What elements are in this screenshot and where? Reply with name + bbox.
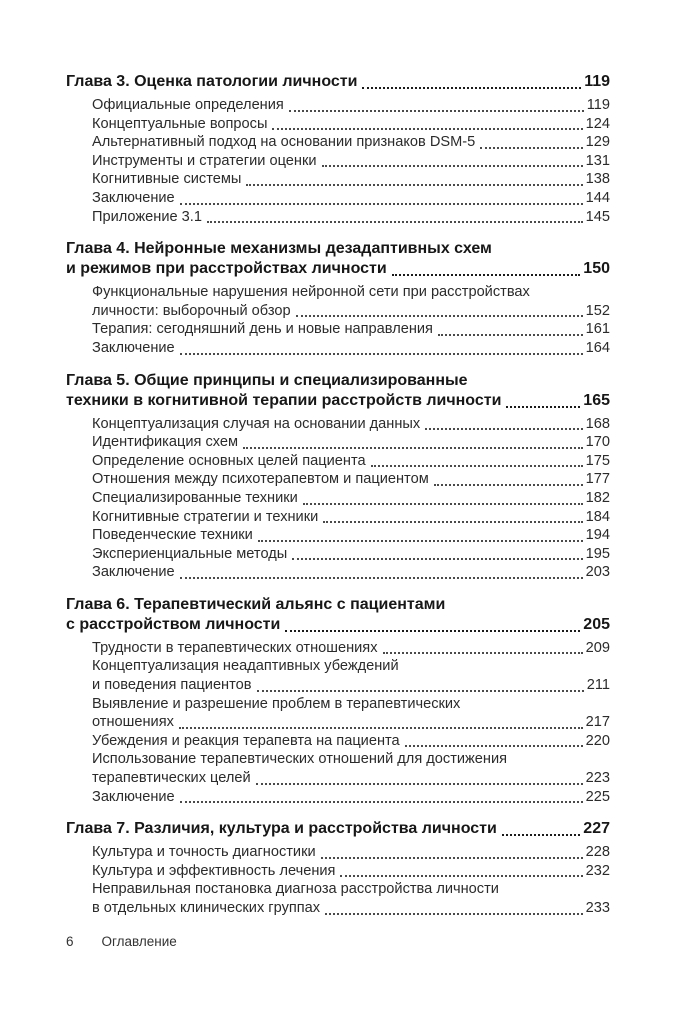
entry-line <box>92 152 610 171</box>
dot-leader <box>180 353 583 355</box>
toc-entry <box>92 189 610 208</box>
toc-entry <box>92 115 610 134</box>
toc-entry <box>92 452 610 471</box>
dot-leader <box>502 834 580 836</box>
dot-leader <box>322 165 583 167</box>
page-number: 175 <box>585 452 610 469</box>
toc-entry <box>92 639 610 658</box>
entry-label: Концептуальные вопросы <box>92 115 268 132</box>
entry-label: Заключение <box>92 564 175 581</box>
dot-leader <box>179 727 583 729</box>
entry-label: Выявление и разрешение проблем в терапевтических <box>92 695 461 712</box>
entry-label: Заключение <box>92 189 175 206</box>
entry-line <box>92 732 610 751</box>
toc-entry <box>92 526 610 545</box>
page-number: 145 <box>585 208 610 225</box>
entry-line <box>92 170 610 189</box>
page-number: 194 <box>585 527 610 544</box>
page-number: 177 <box>585 471 610 488</box>
page-number: 232 <box>585 862 610 879</box>
page-number: 217 <box>585 714 610 731</box>
entry-line <box>92 115 610 134</box>
entry-line <box>92 713 610 732</box>
chapter-heading <box>66 595 610 635</box>
entry-line <box>92 545 610 564</box>
toc-entry <box>92 470 610 489</box>
page-number: 131 <box>585 152 610 169</box>
chapter-title-text: Глава 3. Оценка патологии личности <box>66 73 358 90</box>
toc-entry <box>92 750 610 787</box>
chapter-heading-line <box>66 819 610 839</box>
entry-line <box>92 283 610 302</box>
entry-line <box>92 470 610 489</box>
entry-label: Культура и эффективность лечения <box>92 862 336 879</box>
toc-section <box>66 371 610 582</box>
entry-line <box>92 899 610 918</box>
chapter-heading-line <box>66 615 610 635</box>
toc-entry <box>92 880 610 917</box>
toc-entry <box>92 152 610 171</box>
chapter-heading-line <box>66 259 610 279</box>
page-number: 119 <box>586 97 610 113</box>
dot-leader <box>480 147 582 149</box>
chapter-title-text: и режимов при расстройствах личности <box>66 260 387 278</box>
page-number: 119 <box>584 73 610 90</box>
entry-label: Использование терапевтических отношений для достижения <box>92 751 508 768</box>
entry-line <box>92 788 610 807</box>
dot-leader <box>371 465 583 467</box>
page-number: 225 <box>585 788 610 805</box>
entry-line <box>92 133 610 152</box>
footer-section-label: Оглавление <box>101 934 177 949</box>
dot-leader <box>303 503 583 505</box>
toc-section <box>66 239 610 357</box>
dot-leader <box>434 484 583 486</box>
entry-line <box>92 750 610 769</box>
toc-entry <box>92 170 610 189</box>
entry-line <box>92 208 610 227</box>
chapter-title-text: Глава 6. Терапевтический альянс с пациентами <box>66 595 446 613</box>
toc-section <box>66 72 610 226</box>
entry-line <box>92 862 610 881</box>
dot-leader <box>425 428 582 430</box>
page-number: 184 <box>585 508 610 525</box>
entry-label: и поведения пациентов <box>92 677 252 694</box>
chapter-title-text: Глава 4. Нейронные механизмы дезадаптивных схем <box>66 240 492 258</box>
toc-entry <box>92 96 610 115</box>
page-number: 203 <box>585 564 610 581</box>
chapter-title-text: Глава 7. Различия, культура и расстройства личности <box>66 820 497 838</box>
dot-leader <box>323 521 582 523</box>
toc-entry <box>92 657 610 694</box>
entry-label: Идентификация схем <box>92 434 239 451</box>
entry-label: Определение основных целей пациента <box>92 452 366 469</box>
entry-line <box>92 563 610 582</box>
toc-entry <box>92 732 610 751</box>
page-number: 138 <box>585 171 610 188</box>
dot-leader <box>292 558 582 560</box>
entry-line <box>92 415 610 434</box>
entry-label: Убеждения и реакция терапевта на пациента <box>92 732 400 749</box>
page-number: 129 <box>585 134 610 151</box>
entry-line <box>92 639 610 658</box>
toc-entry <box>92 862 610 881</box>
page-number: 165 <box>583 391 610 409</box>
dot-leader <box>243 447 583 449</box>
toc-entry <box>92 843 610 862</box>
entry-label: Официальные определения <box>92 97 284 113</box>
entry-line <box>92 320 610 339</box>
entry-label: Концептуализация неадаптивных убеждений <box>92 658 399 675</box>
entry-line <box>92 508 610 527</box>
entry-label: Заключение <box>92 339 175 356</box>
entry-label: в отдельных клинических группах <box>92 900 321 916</box>
dot-leader <box>392 274 581 276</box>
toc-entry <box>92 283 610 320</box>
entry-label: Инструменты и стратегии оценки <box>92 152 317 169</box>
dot-leader <box>325 913 583 915</box>
entry-line <box>92 657 610 676</box>
dot-leader <box>180 801 583 803</box>
chapter-heading-line <box>66 239 610 259</box>
page-number: 228 <box>585 844 610 861</box>
page-number: 144 <box>585 189 610 206</box>
entry-label: терапевтических целей <box>92 770 251 787</box>
toc-entry <box>92 320 610 339</box>
entry-label: Отношения между психотерапевтом и пациентом <box>92 471 429 488</box>
chapter-heading-line <box>66 595 610 615</box>
entry-line <box>92 452 610 471</box>
dot-leader <box>321 857 583 859</box>
entry-label: Заключение <box>92 788 175 805</box>
entry-line <box>92 769 610 788</box>
dot-leader <box>438 334 583 336</box>
entry-label: Когнитивные системы <box>92 171 242 188</box>
dot-leader <box>362 87 581 89</box>
dot-leader <box>257 690 584 692</box>
entry-label: Специализированные техники <box>92 489 298 506</box>
chapter-title-text: с расстройством личности <box>66 615 281 633</box>
dot-leader <box>258 540 583 542</box>
toc-section <box>66 595 610 806</box>
entry-line <box>92 843 610 862</box>
entry-line <box>92 695 610 714</box>
toc-entry <box>92 788 610 807</box>
toc-entry <box>92 415 610 434</box>
entry-line <box>92 526 610 545</box>
entry-line <box>92 433 610 452</box>
chapter-heading <box>66 72 610 92</box>
entry-label: Неправильная постановка диагноза расстройства личности <box>92 881 499 898</box>
dot-leader <box>405 745 583 747</box>
entry-line <box>92 96 610 115</box>
page-number: 161 <box>585 321 610 338</box>
page-number: 195 <box>585 545 610 562</box>
entry-line <box>92 880 610 899</box>
dot-leader <box>506 406 580 408</box>
entry-label: Когнитивные стратегии и техники <box>92 508 319 525</box>
entry-line <box>92 676 610 695</box>
entry-label: Поведенческие техники <box>92 527 253 544</box>
page-number: 223 <box>585 770 610 787</box>
chapter-heading <box>66 819 610 839</box>
page-number: 209 <box>585 639 610 656</box>
toc-entry <box>92 489 610 508</box>
entry-label: Приложение 3.1 <box>92 208 202 225</box>
page-number: 182 <box>585 489 610 506</box>
dot-leader <box>246 184 582 186</box>
chapter-heading-line <box>66 371 610 391</box>
chapter-heading-line <box>66 391 610 411</box>
page-number: 170 <box>585 434 610 451</box>
chapter-heading-line <box>66 72 610 92</box>
entry-label: Культура и точность диагностики <box>92 844 316 861</box>
page-footer <box>66 934 177 949</box>
entry-label: личности: выборочный обзор <box>92 302 291 319</box>
entry-line <box>92 302 610 321</box>
page-number: 152 <box>585 302 610 319</box>
chapter-heading <box>66 239 610 279</box>
page-number: 233 <box>585 900 610 916</box>
entry-label: Концептуализация случая на основании данных <box>92 415 421 432</box>
dot-leader <box>272 128 582 130</box>
dot-leader <box>296 315 583 317</box>
page-number: 227 <box>583 820 610 838</box>
page-number: 220 <box>585 732 610 749</box>
dot-leader <box>285 630 580 632</box>
footer-page-number: 6 <box>66 934 74 949</box>
page-number: 168 <box>585 415 610 432</box>
entry-line <box>92 339 610 358</box>
entry-label: отношениях <box>92 714 174 731</box>
toc-section <box>66 819 610 917</box>
entry-label: Альтернативный подход на основании признаков DSM-5 <box>92 134 476 151</box>
toc-entry <box>92 563 610 582</box>
dot-leader <box>180 203 583 205</box>
dot-leader <box>256 783 583 785</box>
toc-entry <box>92 695 610 732</box>
chapter-title-text: Глава 5. Общие принципы и специализированные <box>66 371 468 389</box>
toc-entry <box>92 508 610 527</box>
toc-entry <box>92 433 610 452</box>
page-number: 124 <box>585 115 610 132</box>
toc-entry <box>92 545 610 564</box>
page-number: 150 <box>583 260 610 278</box>
dot-leader <box>180 577 583 579</box>
entry-label: Трудности в терапевтических отношениях <box>92 639 378 656</box>
entry-line <box>92 189 610 208</box>
page-number: 211 <box>586 677 610 694</box>
entry-label: Терапия: сегодняшний день и новые направления <box>92 321 433 338</box>
toc-entry <box>92 339 610 358</box>
entry-label: Функциональные нарушения нейронной сети при расстройствах <box>92 284 530 301</box>
toc-sections <box>66 72 610 918</box>
page-number: 205 <box>583 615 610 633</box>
dot-leader <box>340 875 582 877</box>
dot-leader <box>207 221 583 223</box>
page-number: 164 <box>585 339 610 356</box>
chapter-heading <box>66 371 610 411</box>
entry-line <box>92 489 610 508</box>
toc-entry <box>92 208 610 227</box>
dot-leader <box>289 110 584 112</box>
dot-leader <box>383 652 583 654</box>
chapter-title-text: техники в когнитивной терапии расстройств личности <box>66 391 502 409</box>
toc-entry <box>92 133 610 152</box>
entry-label: Экспериенциальные методы <box>92 545 288 562</box>
